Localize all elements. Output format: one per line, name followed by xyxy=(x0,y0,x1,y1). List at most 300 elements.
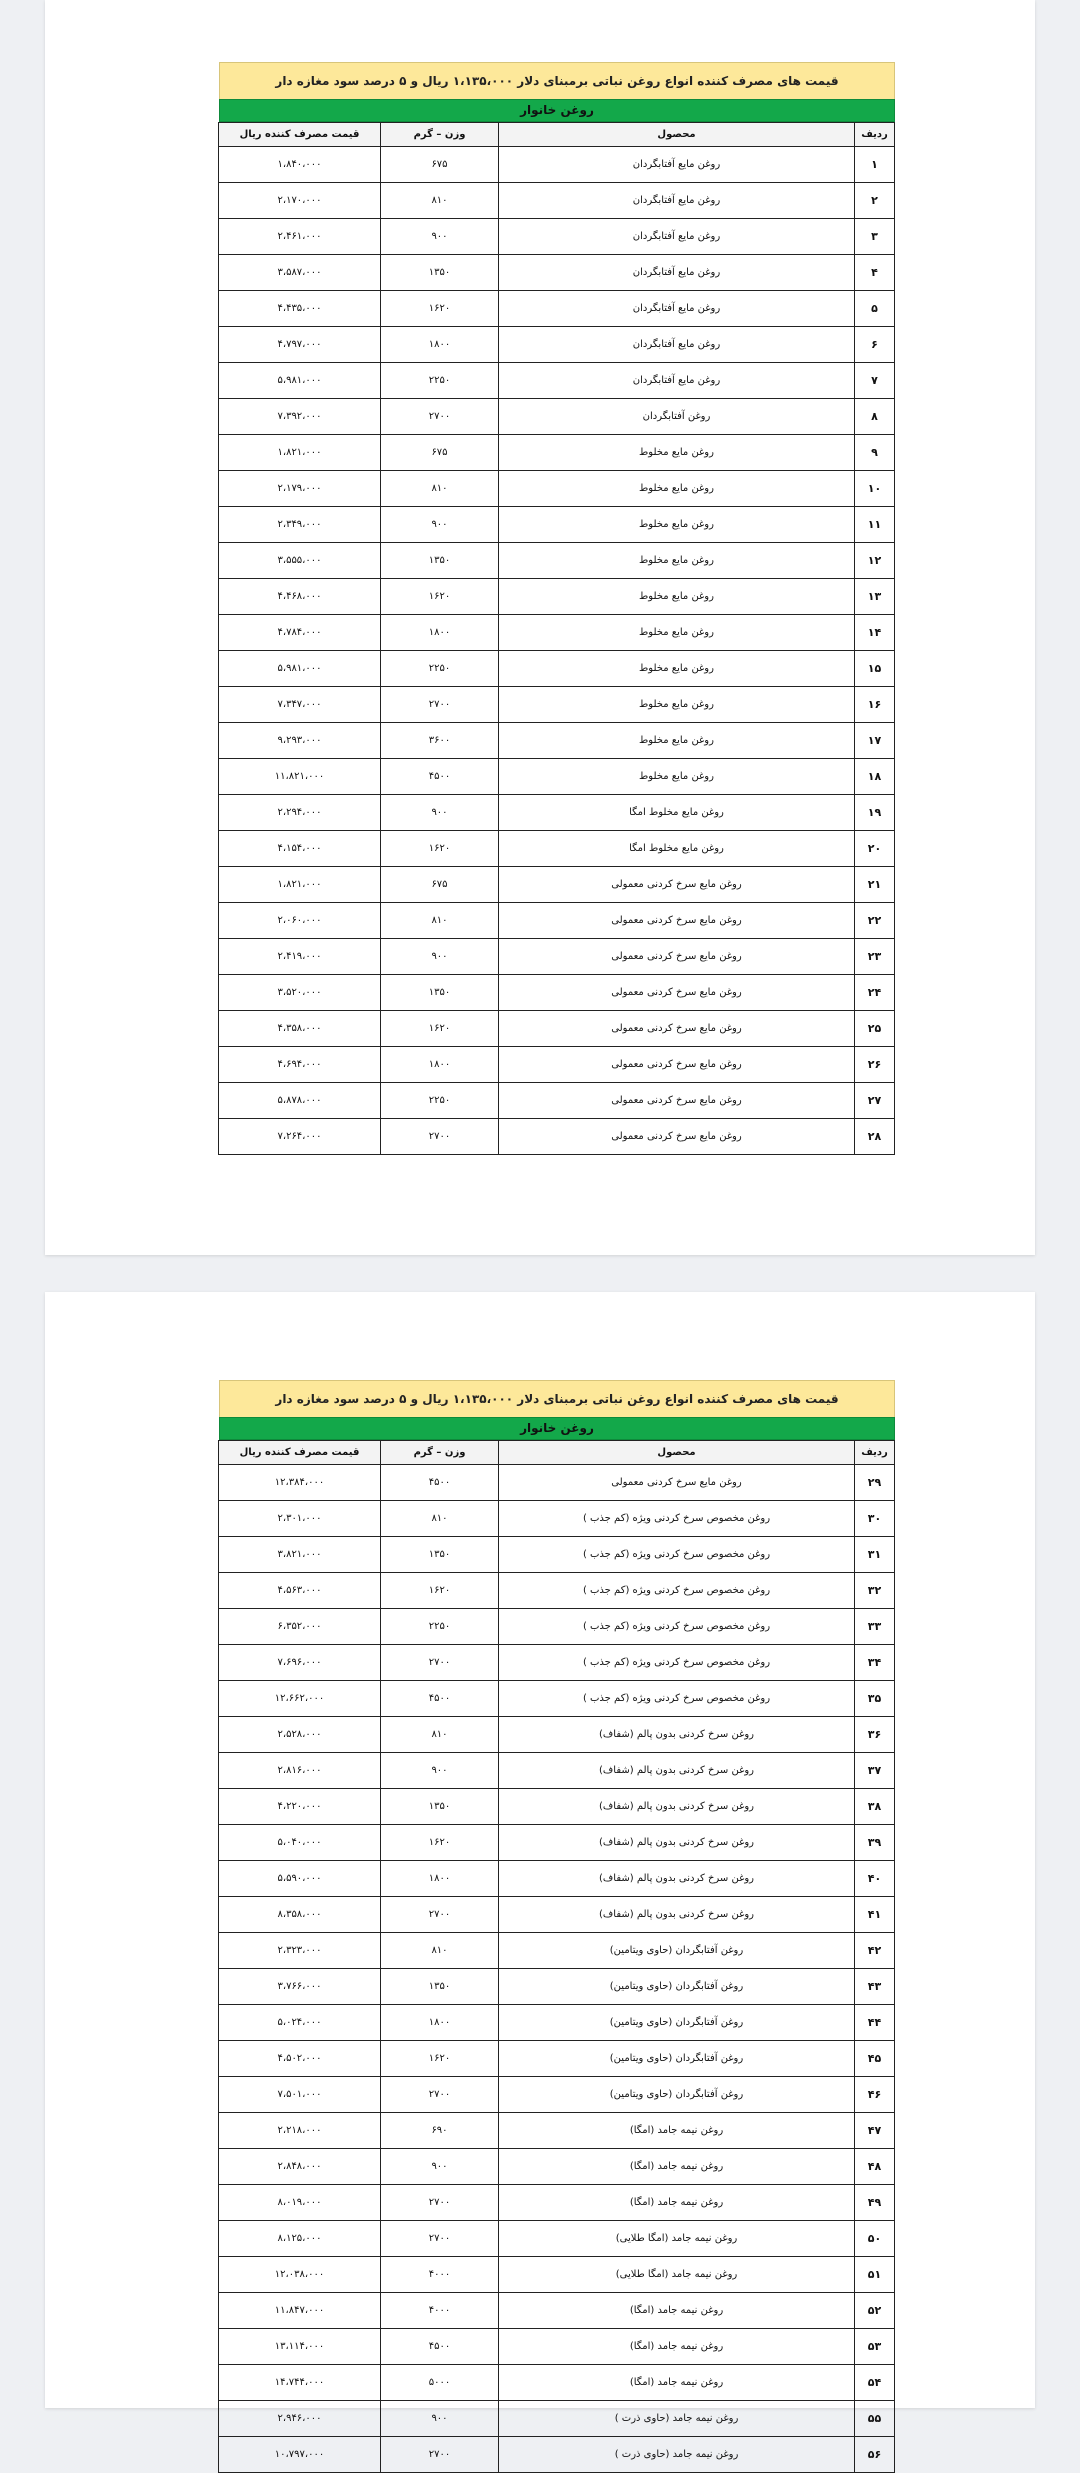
product-cell: روغن مایع آفتابگردان xyxy=(499,363,855,399)
row-number-cell: ۴۲ xyxy=(855,1933,895,1969)
weight-cell: ۳۶۰۰ xyxy=(381,723,499,759)
row-number-cell: ۱۵ xyxy=(855,651,895,687)
table-row xyxy=(219,399,895,435)
row-number-cell: ۴۳ xyxy=(855,1969,895,2005)
product-cell: روغن نیمه جامد (امگا طلایی) xyxy=(499,2257,855,2293)
weight-cell: ۱۳۵۰ xyxy=(381,1969,499,2005)
weight-cell: ۶۷۵ xyxy=(381,147,499,183)
weight-cell: ۲۷۰۰ xyxy=(381,2221,499,2257)
product-cell: روغن مخصوص سرخ کردنی ویژه (کم جذب ) xyxy=(499,1609,855,1645)
price-cell: ۴،۴۶۸،۰۰۰ xyxy=(219,579,381,615)
weight-cell: ۱۶۲۰ xyxy=(381,291,499,327)
weight-cell: ۲۷۰۰ xyxy=(381,2185,499,2221)
weight-cell: ۹۰۰ xyxy=(381,507,499,543)
table-row xyxy=(219,939,895,975)
product-cell: روغن مایع مخلوط xyxy=(499,723,855,759)
price-cell: ۳،۷۶۶،۰۰۰ xyxy=(219,1969,381,2005)
price-cell: ۱،۸۲۱،۰۰۰ xyxy=(219,435,381,471)
row-number-cell: ۳۸ xyxy=(855,1789,895,1825)
table-row xyxy=(219,1825,895,1861)
price-cell: ۱۲،۶۶۲،۰۰۰ xyxy=(219,1681,381,1717)
table-row xyxy=(219,1753,895,1789)
table-row xyxy=(219,507,895,543)
product-cell: روغن آفتابگردان xyxy=(499,399,855,435)
weight-cell: ۸۱۰ xyxy=(381,1933,499,1969)
weight-cell: ۲۷۰۰ xyxy=(381,687,499,723)
weight-cell: ۲۲۵۰ xyxy=(381,1083,499,1119)
price-cell: ۱،۸۲۱،۰۰۰ xyxy=(219,867,381,903)
price-cell: ۱۱،۸۲۱،۰۰۰ xyxy=(219,759,381,795)
sheet-subtitle: روغن خانوار xyxy=(219,99,895,122)
header-row-number: ردیف xyxy=(855,1441,895,1465)
product-cell: روغن مایع سرخ کردنی معمولی xyxy=(499,939,855,975)
row-number-cell: ۳۵ xyxy=(855,1681,895,1717)
price-cell: ۲،۸۱۶،۰۰۰ xyxy=(219,1753,381,1789)
weight-cell: ۴۵۰۰ xyxy=(381,2329,499,2365)
row-number-cell: ۵ xyxy=(855,291,895,327)
price-cell: ۵،۵۹۰،۰۰۰ xyxy=(219,1861,381,1897)
row-number-cell: ۴۰ xyxy=(855,1861,895,1897)
price-cell: ۳،۸۲۱،۰۰۰ xyxy=(219,1537,381,1573)
weight-cell: ۲۷۰۰ xyxy=(381,1645,499,1681)
table-row xyxy=(219,1083,895,1119)
product-cell: روغن مایع سرخ کردنی معمولی xyxy=(499,867,855,903)
weight-cell: ۱۳۵۰ xyxy=(381,1789,499,1825)
product-cell: روغن سرخ کردنی بدون پالم (شفاف) xyxy=(499,1825,855,1861)
weight-cell: ۱۸۰۰ xyxy=(381,1047,499,1083)
table-row xyxy=(219,543,895,579)
weight-cell: ۱۶۲۰ xyxy=(381,579,499,615)
price-cell: ۲،۰۶۰،۰۰۰ xyxy=(219,903,381,939)
table-row xyxy=(219,1681,895,1717)
product-cell: روغن مایع مخلوط امگا xyxy=(499,795,855,831)
table-row xyxy=(219,903,895,939)
product-cell: روغن مایع آفتابگردان xyxy=(499,147,855,183)
product-cell: روغن مایع مخلوط xyxy=(499,759,855,795)
table-row xyxy=(219,147,895,183)
row-number-cell: ۶ xyxy=(855,327,895,363)
table-row xyxy=(219,2041,895,2077)
sheet-title: قیمت های مصرف کننده انواع روغن نباتی برمبنای دلار ۱،۱۳۵،۰۰۰ ریال و ۵ درصد سود مغازه دار xyxy=(219,62,895,99)
product-cell: روغن سرخ کردنی بدون پالم (شفاف) xyxy=(499,1861,855,1897)
weight-cell: ۶۷۵ xyxy=(381,435,499,471)
weight-cell: ۱۶۲۰ xyxy=(381,1011,499,1047)
table-row xyxy=(219,1609,895,1645)
price-cell: ۴،۷۸۴،۰۰۰ xyxy=(219,615,381,651)
row-number-cell: ۳۴ xyxy=(855,1645,895,1681)
price-cell: ۴،۵۰۲،۰۰۰ xyxy=(219,2041,381,2077)
product-cell: روغن مایع مخلوط xyxy=(499,543,855,579)
row-number-cell: ۱۸ xyxy=(855,759,895,795)
price-cell: ۲،۳۴۹،۰۰۰ xyxy=(219,507,381,543)
product-cell: روغن آفتابگردان (حاوی ویتامین) xyxy=(499,2005,855,2041)
table-row xyxy=(219,183,895,219)
table-row xyxy=(219,471,895,507)
row-number-cell: ۴۶ xyxy=(855,2077,895,2113)
table-row xyxy=(219,291,895,327)
row-number-cell: ۵۲ xyxy=(855,2293,895,2329)
header-weight: وزن – گرم xyxy=(381,123,499,147)
weight-cell: ۵۰۰۰ xyxy=(381,2365,499,2401)
product-cell: روغن مایع سرخ کردنی معمولی xyxy=(499,1465,855,1501)
document-page-1 xyxy=(45,0,1035,1255)
table-body-1 xyxy=(219,147,895,1155)
table-row xyxy=(219,435,895,471)
table-row xyxy=(219,2185,895,2221)
row-number-cell: ۱۰ xyxy=(855,471,895,507)
row-number-cell: ۴۴ xyxy=(855,2005,895,2041)
price-cell: ۱۲،۰۳۸،۰۰۰ xyxy=(219,2257,381,2293)
price-cell: ۴،۷۹۷،۰۰۰ xyxy=(219,327,381,363)
price-cell: ۲،۲۱۸،۰۰۰ xyxy=(219,2113,381,2149)
table-row xyxy=(219,1969,895,2005)
table-row xyxy=(219,1933,895,1969)
price-cell: ۳،۵۵۵،۰۰۰ xyxy=(219,543,381,579)
table-row xyxy=(219,759,895,795)
table-row xyxy=(219,579,895,615)
product-cell: روغن نیمه جامد (امگا) xyxy=(499,2185,855,2221)
table-row xyxy=(219,327,895,363)
price-cell: ۴،۶۹۴،۰۰۰ xyxy=(219,1047,381,1083)
product-cell: روغن مخصوص سرخ کردنی ویژه (کم جذب ) xyxy=(499,1573,855,1609)
weight-cell: ۴۵۰۰ xyxy=(381,759,499,795)
product-cell: روغن مایع سرخ کردنی معمولی xyxy=(499,1119,855,1155)
table-row xyxy=(219,2365,895,2401)
product-cell: روغن سرخ کردنی بدون پالم (شفاف) xyxy=(499,1717,855,1753)
row-number-cell: ۲۱ xyxy=(855,867,895,903)
product-cell: روغن مایع سرخ کردنی معمولی xyxy=(499,1011,855,1047)
weight-cell: ۹۰۰ xyxy=(381,2149,499,2185)
price-cell: ۴،۲۲۰،۰۰۰ xyxy=(219,1789,381,1825)
price-sheet-2 xyxy=(219,1380,895,2473)
table-row xyxy=(219,1897,895,1933)
row-number-cell: ۵۱ xyxy=(855,2257,895,2293)
price-cell: ۲،۱۷۹،۰۰۰ xyxy=(219,471,381,507)
price-cell: ۵،۰۴۰،۰۰۰ xyxy=(219,1825,381,1861)
row-number-cell: ۳۶ xyxy=(855,1717,895,1753)
product-cell: روغن نیمه جامد (امگا) xyxy=(499,2113,855,2149)
table-row xyxy=(219,2221,895,2257)
table-row xyxy=(219,1047,895,1083)
price-cell: ۷،۲۶۴،۰۰۰ xyxy=(219,1119,381,1155)
weight-cell: ۴۵۰۰ xyxy=(381,1681,499,1717)
row-number-cell: ۳۰ xyxy=(855,1501,895,1537)
table-row xyxy=(219,1501,895,1537)
price-cell: ۷،۳۹۲،۰۰۰ xyxy=(219,399,381,435)
header-product: محصول xyxy=(499,123,855,147)
weight-cell: ۱۳۵۰ xyxy=(381,255,499,291)
table-row xyxy=(219,2113,895,2149)
price-cell: ۴،۴۳۵،۰۰۰ xyxy=(219,291,381,327)
price-cell: ۲،۴۶۱،۰۰۰ xyxy=(219,219,381,255)
weight-cell: ۱۸۰۰ xyxy=(381,2005,499,2041)
price-cell: ۱۴،۷۴۴،۰۰۰ xyxy=(219,2365,381,2401)
row-number-cell: ۱ xyxy=(855,147,895,183)
weight-cell: ۶۷۵ xyxy=(381,867,499,903)
weight-cell: ۱۶۲۰ xyxy=(381,1573,499,1609)
price-cell: ۴،۱۵۴،۰۰۰ xyxy=(219,831,381,867)
weight-cell: ۹۰۰ xyxy=(381,219,499,255)
row-number-cell: ۱۲ xyxy=(855,543,895,579)
row-number-cell: ۲ xyxy=(855,183,895,219)
weight-cell: ۹۰۰ xyxy=(381,795,499,831)
row-number-cell: ۱۹ xyxy=(855,795,895,831)
weight-cell: ۲۷۰۰ xyxy=(381,1119,499,1155)
price-cell: ۲،۵۲۸،۰۰۰ xyxy=(219,1717,381,1753)
weight-cell: ۸۱۰ xyxy=(381,471,499,507)
row-number-cell: ۳۱ xyxy=(855,1537,895,1573)
price-cell: ۱۲،۳۸۴،۰۰۰ xyxy=(219,1465,381,1501)
product-cell: روغن مایع مخلوط xyxy=(499,615,855,651)
table-row xyxy=(219,795,895,831)
product-cell: روغن مایع مخلوط xyxy=(499,507,855,543)
table-row xyxy=(219,255,895,291)
table-row xyxy=(219,1537,895,1573)
table-row xyxy=(219,1861,895,1897)
row-number-cell: ۵۰ xyxy=(855,2221,895,2257)
weight-cell: ۸۱۰ xyxy=(381,183,499,219)
product-cell: روغن مایع مخلوط xyxy=(499,651,855,687)
table-row xyxy=(219,867,895,903)
product-cell: روغن آفتابگردان (حاوی ویتامین) xyxy=(499,2041,855,2077)
header-product: محصول xyxy=(499,1441,855,1465)
price-cell: ۵،۰۲۴،۰۰۰ xyxy=(219,2005,381,2041)
weight-cell: ۸۱۰ xyxy=(381,1501,499,1537)
price-table-2 xyxy=(218,1440,895,2473)
row-number-cell: ۴۹ xyxy=(855,2185,895,2221)
price-cell: ۸،۱۲۵،۰۰۰ xyxy=(219,2221,381,2257)
table-row xyxy=(219,2293,895,2329)
product-cell: روغن نیمه جامد (امگا) xyxy=(499,2365,855,2401)
weight-cell: ۱۳۵۰ xyxy=(381,1537,499,1573)
product-cell: روغن مایع آفتابگردان xyxy=(499,183,855,219)
product-cell: روغن مایع سرخ کردنی معمولی xyxy=(499,975,855,1011)
table-row xyxy=(219,1465,895,1501)
table-header-row xyxy=(219,1441,895,1465)
price-cell: ۱۳،۱۱۴،۰۰۰ xyxy=(219,2329,381,2365)
table-row xyxy=(219,2077,895,2113)
product-cell: روغن نیمه جامد (امگا طلایی) xyxy=(499,2221,855,2257)
product-cell: روغن مخصوص سرخ کردنی ویژه (کم جذب ) xyxy=(499,1681,855,1717)
row-number-cell: ۸ xyxy=(855,399,895,435)
product-cell: روغن مخصوص سرخ کردنی ویژه (کم جذب ) xyxy=(499,1537,855,1573)
weight-cell: ۸۱۰ xyxy=(381,903,499,939)
table-row xyxy=(219,2437,895,2473)
product-cell: روغن مایع مخلوط xyxy=(499,579,855,615)
weight-cell: ۲۲۵۰ xyxy=(381,651,499,687)
table-row xyxy=(219,1789,895,1825)
product-cell: روغن سرخ کردنی بدون پالم (شفاف) xyxy=(499,1753,855,1789)
header-price: قیمت مصرف کننده ریال xyxy=(219,123,381,147)
price-sheet-1 xyxy=(219,62,895,1155)
weight-cell: ۱۸۰۰ xyxy=(381,1861,499,1897)
weight-cell: ۱۶۲۰ xyxy=(381,1825,499,1861)
row-number-cell: ۱۷ xyxy=(855,723,895,759)
table-row xyxy=(219,363,895,399)
row-number-cell: ۲۸ xyxy=(855,1119,895,1155)
document-page-2 xyxy=(45,1292,1035,2461)
weight-cell: ۱۸۰۰ xyxy=(381,327,499,363)
row-number-cell: ۲۶ xyxy=(855,1047,895,1083)
product-cell: روغن مایع آفتابگردان xyxy=(499,327,855,363)
price-cell: ۲،۳۲۳،۰۰۰ xyxy=(219,1933,381,1969)
table-row xyxy=(219,2401,895,2437)
row-number-cell: ۴ xyxy=(855,255,895,291)
product-cell: روغن مایع مخلوط xyxy=(499,435,855,471)
product-cell: روغن مایع مخلوط xyxy=(499,471,855,507)
table-row xyxy=(219,2329,895,2365)
product-cell: روغن نیمه جامد (امگا) xyxy=(499,2293,855,2329)
row-number-cell: ۱۳ xyxy=(855,579,895,615)
weight-cell: ۱۶۲۰ xyxy=(381,2041,499,2077)
price-cell: ۶،۳۵۲،۰۰۰ xyxy=(219,1609,381,1645)
weight-cell: ۸۱۰ xyxy=(381,1717,499,1753)
weight-cell: ۱۸۰۰ xyxy=(381,615,499,651)
price-cell: ۲،۳۰۱،۰۰۰ xyxy=(219,1501,381,1537)
weight-cell: ۹۰۰ xyxy=(381,1753,499,1789)
table-row xyxy=(219,687,895,723)
row-number-cell: ۳ xyxy=(855,219,895,255)
product-cell: روغن نیمه جامد (امگا) xyxy=(499,2329,855,2365)
price-cell: ۹،۲۹۳،۰۰۰ xyxy=(219,723,381,759)
price-cell: ۷،۵۰۱،۰۰۰ xyxy=(219,2077,381,2113)
product-cell: روغن آفتابگردان (حاوی ویتامین) xyxy=(499,1933,855,1969)
header-row-number: ردیف xyxy=(855,123,895,147)
product-cell: روغن نیمه جامد (امگا) xyxy=(499,2149,855,2185)
table-row xyxy=(219,1645,895,1681)
product-cell: روغن مایع سرخ کردنی معمولی xyxy=(499,903,855,939)
row-number-cell: ۲۹ xyxy=(855,1465,895,1501)
table-row xyxy=(219,2257,895,2293)
price-cell: ۵،۹۸۱،۰۰۰ xyxy=(219,363,381,399)
product-cell: روغن مایع مخلوط امگا xyxy=(499,831,855,867)
product-cell: روغن مایع سرخ کردنی معمولی xyxy=(499,1047,855,1083)
table-row xyxy=(219,1717,895,1753)
sheet-subtitle: روغن خانوار xyxy=(219,1417,895,1440)
product-cell: روغن نیمه جامد (حاوی ذرت ) xyxy=(499,2401,855,2437)
table-row xyxy=(219,615,895,651)
row-number-cell: ۴۱ xyxy=(855,1897,895,1933)
row-number-cell: ۵۴ xyxy=(855,2365,895,2401)
price-cell: ۲،۸۴۸،۰۰۰ xyxy=(219,2149,381,2185)
weight-cell: ۱۳۵۰ xyxy=(381,975,499,1011)
table-row xyxy=(219,651,895,687)
price-cell: ۳،۵۲۰،۰۰۰ xyxy=(219,975,381,1011)
price-cell: ۱۱،۸۴۷،۰۰۰ xyxy=(219,2293,381,2329)
product-cell: روغن مایع آفتابگردان xyxy=(499,291,855,327)
table-row xyxy=(219,2149,895,2185)
row-number-cell: ۴۷ xyxy=(855,2113,895,2149)
row-number-cell: ۱۱ xyxy=(855,507,895,543)
price-cell: ۵،۹۸۱،۰۰۰ xyxy=(219,651,381,687)
weight-cell: ۴۵۰۰ xyxy=(381,1465,499,1501)
table-row xyxy=(219,975,895,1011)
header-price: قیمت مصرف کننده ریال xyxy=(219,1441,381,1465)
header-weight: وزن – گرم xyxy=(381,1441,499,1465)
weight-cell: ۱۳۵۰ xyxy=(381,543,499,579)
weight-cell: ۴۰۰۰ xyxy=(381,2293,499,2329)
row-number-cell: ۳۲ xyxy=(855,1573,895,1609)
weight-cell: ۲۷۰۰ xyxy=(381,2437,499,2473)
product-cell: روغن مخصوص سرخ کردنی ویژه (کم جذب ) xyxy=(499,1501,855,1537)
table-header-row xyxy=(219,123,895,147)
price-cell: ۱۰،۷۹۷،۰۰۰ xyxy=(219,2437,381,2473)
weight-cell: ۲۷۰۰ xyxy=(381,399,499,435)
row-number-cell: ۲۳ xyxy=(855,939,895,975)
product-cell: روغن سرخ کردنی بدون پالم (شفاف) xyxy=(499,1897,855,1933)
table-row xyxy=(219,1573,895,1609)
price-cell: ۲،۲۹۴،۰۰۰ xyxy=(219,795,381,831)
product-cell: روغن مایع آفتابگردان xyxy=(499,219,855,255)
price-cell: ۴،۵۶۳،۰۰۰ xyxy=(219,1573,381,1609)
price-table-1 xyxy=(218,122,895,1155)
row-number-cell: ۷ xyxy=(855,363,895,399)
row-number-cell: ۲۲ xyxy=(855,903,895,939)
price-cell: ۷،۶۹۶،۰۰۰ xyxy=(219,1645,381,1681)
weight-cell: ۶۹۰ xyxy=(381,2113,499,2149)
weight-cell: ۹۰۰ xyxy=(381,939,499,975)
row-number-cell: ۳۷ xyxy=(855,1753,895,1789)
row-number-cell: ۴۸ xyxy=(855,2149,895,2185)
row-number-cell: ۱۶ xyxy=(855,687,895,723)
weight-cell: ۲۲۵۰ xyxy=(381,363,499,399)
price-cell: ۴،۳۵۸،۰۰۰ xyxy=(219,1011,381,1047)
row-number-cell: ۲۴ xyxy=(855,975,895,1011)
price-cell: ۲،۱۷۰،۰۰۰ xyxy=(219,183,381,219)
row-number-cell: ۲۵ xyxy=(855,1011,895,1047)
row-number-cell: ۳۳ xyxy=(855,1609,895,1645)
row-number-cell: ۲۷ xyxy=(855,1083,895,1119)
row-number-cell: ۱۴ xyxy=(855,615,895,651)
weight-cell: ۲۲۵۰ xyxy=(381,1609,499,1645)
product-cell: روغن آفتابگردان (حاوی ویتامین) xyxy=(499,2077,855,2113)
row-number-cell: ۴۵ xyxy=(855,2041,895,2077)
sheet-title: قیمت های مصرف کننده انواع روغن نباتی برمبنای دلار ۱،۱۳۵،۰۰۰ ریال و ۵ درصد سود مغازه دار xyxy=(219,1380,895,1417)
table-row xyxy=(219,219,895,255)
weight-cell: ۲۷۰۰ xyxy=(381,2077,499,2113)
weight-cell: ۹۰۰ xyxy=(381,2401,499,2437)
table-row xyxy=(219,1119,895,1155)
price-cell: ۵،۸۷۸،۰۰۰ xyxy=(219,1083,381,1119)
table-body-2 xyxy=(219,1465,895,2473)
product-cell: روغن سرخ کردنی بدون پالم (شفاف) xyxy=(499,1789,855,1825)
product-cell: روغن نیمه جامد (حاوی ذرت ) xyxy=(499,2437,855,2473)
table-row xyxy=(219,1011,895,1047)
weight-cell: ۴۰۰۰ xyxy=(381,2257,499,2293)
row-number-cell: ۵۳ xyxy=(855,2329,895,2365)
product-cell: روغن مایع آفتابگردان xyxy=(499,255,855,291)
product-cell: روغن آفتابگردان (حاوی ویتامین) xyxy=(499,1969,855,2005)
table-row xyxy=(219,831,895,867)
row-number-cell: ۳۹ xyxy=(855,1825,895,1861)
price-cell: ۸،۰۱۹،۰۰۰ xyxy=(219,2185,381,2221)
product-cell: روغن مخصوص سرخ کردنی ویژه (کم جذب ) xyxy=(499,1645,855,1681)
price-cell: ۲،۹۴۶،۰۰۰ xyxy=(219,2401,381,2437)
price-cell: ۷،۳۴۷،۰۰۰ xyxy=(219,687,381,723)
price-cell: ۸،۳۵۸،۰۰۰ xyxy=(219,1897,381,1933)
price-cell: ۳،۵۸۷،۰۰۰ xyxy=(219,255,381,291)
row-number-cell: ۵۶ xyxy=(855,2437,895,2473)
weight-cell: ۲۷۰۰ xyxy=(381,1897,499,1933)
product-cell: روغن مایع مخلوط xyxy=(499,687,855,723)
price-cell: ۲،۴۱۹،۰۰۰ xyxy=(219,939,381,975)
row-number-cell: ۹ xyxy=(855,435,895,471)
row-number-cell: ۵۵ xyxy=(855,2401,895,2437)
price-cell: ۱،۸۴۰،۰۰۰ xyxy=(219,147,381,183)
weight-cell: ۱۶۲۰ xyxy=(381,831,499,867)
table-row xyxy=(219,2005,895,2041)
table-row xyxy=(219,723,895,759)
